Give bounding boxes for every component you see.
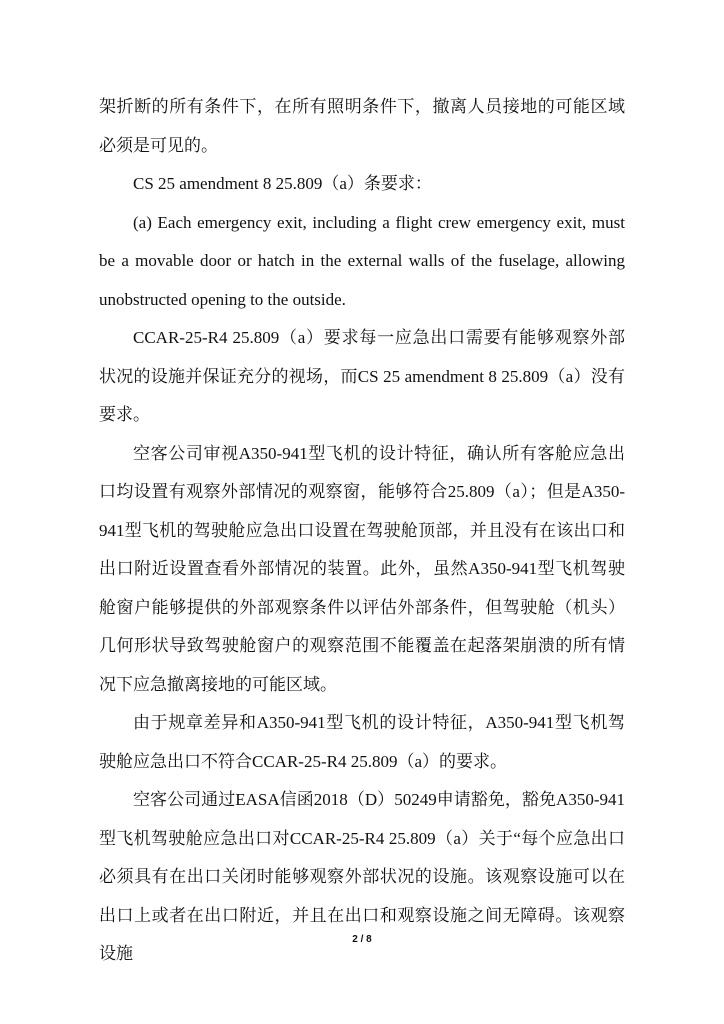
paragraph-3: (a) Each emergency exit, including a flight crew emergency exit, must be a movable door or hatch in the external walls of the fuselage, allowing unobstructed opening to the outside. <box>99 212 625 309</box>
paragraph-7: 空客公司通过EASA信函2018（D）50249申请豁免，豁免A350-941型飞机驾驶舱应急出口对CCAR-25-R4 25.809（a）关于“每个应急出口必须具有在出口关闭时能够观察外部状况的设施。该观察设施可以在出口上或者在出口附近，并且在出口和观察设施之间无障碍。该观察设施 <box>99 790 625 963</box>
paragraph-1: 架折断的所有条件下，在所有照明条件下，撤离人员接地的可能区域必须是可见的。 <box>99 97 625 155</box>
paragraph-4: CCAR-25-R4 25.809（a）要求每一应急出口需要有能够观察外部状况的设施并保证充分的视场，而CS 25 amendment 8 25.809（a）没有要求。 <box>99 328 625 424</box>
paragraph-6: 由于规章差异和A350-941型飞机的设计特征，A350-941型飞机驾驶舱应急出口不符合CCAR-25-R4 25.809（a）的要求。 <box>99 713 625 771</box>
document-body <box>99 88 625 974</box>
page-number: 2 / 8 <box>352 934 372 945</box>
paragraph-5: 空客公司审视A350-941型飞机的设计特征，确认所有客舱应急出口均设置有观察外部情况的观察窗，能够符合25.809（a）；但是A350-941型飞机的驾驶舱应急出口设置在驾驶舱顶部，并且没有在该出口和出口附近设置查看外部情况的装置。此外，虽然A350-941型飞机驾驶舱窗户能够提供的外部观察条件以评估外部条件，但驾驶舱（机头）几何形状导致驾驶舱窗户的观察范围不能覆盖在起落架崩溃的所有情况下应急撤离接地的可能区域。 <box>99 443 625 694</box>
paragraph-2: CS 25 amendment 8 25.809（a）条要求： <box>133 174 432 193</box>
